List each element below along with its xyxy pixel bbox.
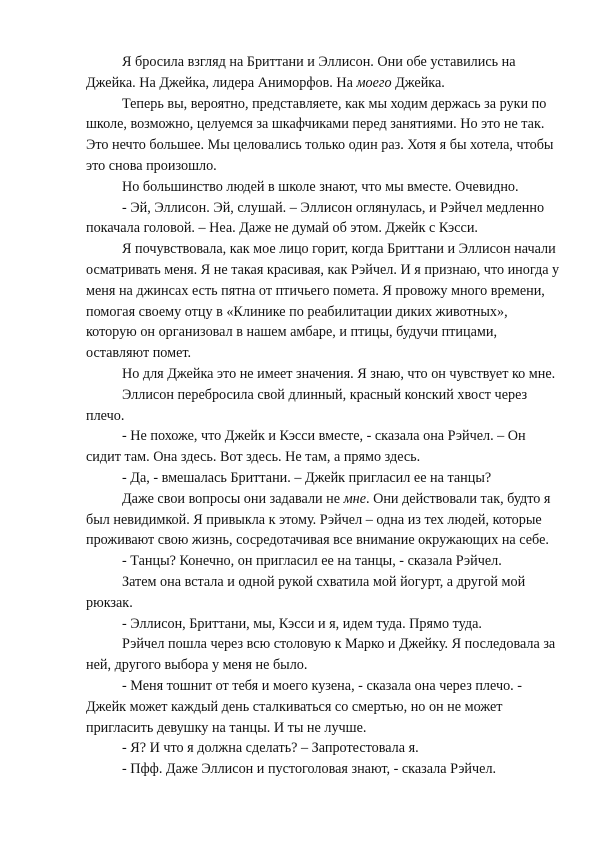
paragraph: - Я? И что я должна сделать? – Запротестовала я. — [122, 740, 419, 757]
emphasis: мне — [343, 490, 366, 507]
paragraph: - Танцы? Конечно, он пригласил ее на танцы, - сказала Рэйчел. — [122, 553, 502, 570]
paragraph: Но для Джейка это не имеет значения. Я знаю, что он чувствует ко мне. — [122, 365, 556, 382]
page-body — [86, 52, 560, 780]
paragraph: - Эллисон, Бриттани, мы, Кэсси и я, идем туда. Прямо туда. — [122, 615, 482, 632]
paragraph: Но большинство людей в школе знают, что мы вместе. Очевидно. — [122, 178, 519, 195]
paragraph: Затем она встала и одной рукой схватила мой йогурт, а другой мой рюкзак. — [86, 573, 526, 611]
paragraph: Даже свои вопросы они задавали не мне. Они действовали так, будто я был невидимкой. Я привыкла к этому. Рэйчел – одна из тех людей, которые проживают свою жизнь, сосредотачивая все внимание окружающих на себе. — [86, 490, 551, 549]
paragraph: - Эй, Эллисон. Эй, слушай. – Эллисон оглянулась, и Рэйчел медленно покачала головой. – Неа. Даже не думай об этом. Джейк с Кэсси. — [86, 199, 545, 237]
paragraph: Рэйчел пошла через всю столовую к Марко и Джейку. Я последовала за ней, другого выбора у меня не было. — [86, 636, 556, 674]
paragraph: - Да, - вмешалась Бриттани. – Джейк пригласил ее на танцы? — [122, 469, 492, 486]
paragraph: Теперь вы, вероятно, представляете, как мы ходим держась за руки по школе, возможно, целуемся за шкафчиками перед занятиями. Но это не так. Это нечто большее. Мы целовались только один раз. Хотя я бы хотела, чтобы это снова произошло. — [86, 95, 554, 174]
paragraph: Я бросила взгляд на Бриттани и Эллисон. Они обе уставились на Джейка. На Джейка, лидера Аниморфов. На моего Джейка. — [86, 54, 516, 91]
paragraph: Я почувствовала, как мое лицо горит, когда Бриттани и Эллисон начали осматривать меня. Я не такая красивая, как Рэйчел. И я признаю, что иногда у меня на джинсах есть пятна от птичьего помета. Я провожу много времени, помогая своему отцу в «Клинике по реабилитации диких животных», которую он организовал в нашем амбаре, и птицы, будучи птицами, оставляют помет. — [86, 241, 560, 362]
paragraph: - Пфф. Даже Эллисон и пустоголовая знают, - сказала Рэйчел. — [122, 761, 497, 778]
paragraph: - Меня тошнит от тебя и моего кузена, - сказала она через плечо. - Джейк может каждый день сталкиваться со смертью, но он не может пригласить девушку на танцы. И ты не лучше. — [86, 677, 523, 736]
paragraph: Эллисон перебросила свой длинный, красный конский хвост через плечо. — [86, 386, 528, 424]
emphasis: моего — [356, 74, 392, 91]
paragraph: - Не похоже, что Джейк и Кэсси вместе, - сказала она Рэйчел. – Он сидит там. Она здесь. Вот здесь. Не там, а прямо здесь. — [86, 428, 526, 466]
